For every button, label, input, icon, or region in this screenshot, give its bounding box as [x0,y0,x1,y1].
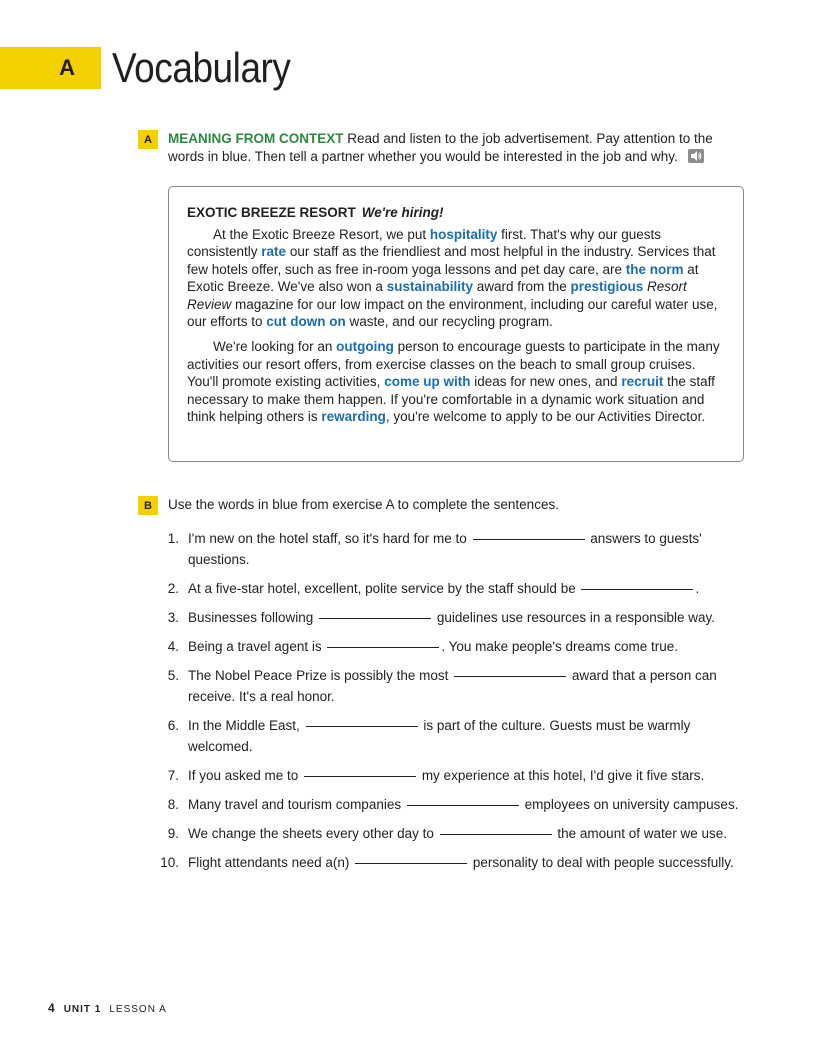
ad-text: , you're welcome to apply to be our Activities Director. [385,409,706,425]
ad-heading [187,205,725,220]
sentence-number: 5. [167,668,179,683]
exercise-a-text: Read and listen to the job advertisement. Pay attention to the words in blue. Then tell a partner whether you would be interested in the job and why. [168,131,713,164]
magazine-title: Resort Review [187,279,687,312]
sentence-item [155,852,755,873]
sentence-text-after: award that a person can receive. It's a real honor. [188,668,717,704]
vocab-word: come up with [384,374,471,390]
sentence-text-before: Being a travel agent is [188,639,326,654]
ad-text: We're looking for an [213,339,337,355]
vocab-word: outgoing [336,339,394,355]
sentence-text-before: Businesses following [188,610,318,625]
sentence-text-before: Flight attendants need a(n) [188,855,354,870]
sentence-number: 4. [167,639,179,654]
sentence-item [155,715,755,757]
job-advertisement-box [168,186,744,462]
ad-text: first. That's why our guests consistently [187,227,662,260]
sentence-item [155,665,755,707]
ad-paragraph-2 [187,338,725,425]
sentence-text-after: personality to deal with people successfully. [469,855,734,870]
vocab-word: rewarding [321,409,386,425]
sentence-item [155,528,755,570]
sentence-item [155,636,755,657]
vocab-word: cut down on [266,314,346,330]
sentence-list [155,528,755,881]
speaker-icon[interactable] [688,149,704,163]
sentence-text-before: I'm new on the hotel staff, so it's hard for me to [188,531,471,546]
sentence-number: 7. [167,768,179,783]
sentence-text-after: guidelines use resources in a responsible way. [433,610,715,625]
vocab-word: hospitality [429,227,498,242]
sentence-text-before: At a five-star hotel, excellent, polite service by the staff should be [188,581,580,596]
sentence-text-after: is part of the culture. Guests must be warmly welcomed. [188,718,691,754]
vocab-word: recruit [621,374,664,390]
ad-text: award from the [472,279,571,295]
sentence-number: 10. [160,855,179,870]
answer-blank[interactable] [454,676,566,677]
unit-label: UNIT 1 [63,1004,102,1015]
section-title: Vocabulary [112,44,291,91]
sentence-item [155,578,755,599]
vocab-word: prestigious [570,279,644,295]
sentence-text-after: . You make people's dreams come true. [441,639,679,654]
sentence-number: 6. [167,718,179,733]
vocab-word: rate [261,244,287,260]
sentence-text-before: We change the sheets every other day to [188,826,438,841]
sentence-text-after: answers to guests' questions. [188,531,702,567]
meaning-from-context-label: MEANING FROM CONTEXT [168,131,344,146]
sentence-item [155,794,755,815]
answer-blank[interactable] [327,647,439,648]
sentence-number: 1. [167,531,179,546]
sentence-item [155,823,755,844]
answer-blank[interactable] [581,589,693,590]
sentence-number: 2. [167,581,179,596]
sentence-number: 9. [167,826,179,841]
sentence-text-after: the amount of water we use. [553,826,728,841]
ad-text: person to encourage guests to participate in the many activities our resort offers, from exercise classes on the beach to small group cruises. You'll promote existing activities, [187,339,720,390]
ad-text: ideas for new ones, and [470,374,622,390]
ad-text: waste, and our recycling program. [345,314,553,330]
ad-text: our staff as the friendliest and most helpful in the industry. Services that few hotels offer, such as free in-room yoga lessons and pet day care, are [187,244,716,277]
answer-blank[interactable] [407,805,519,806]
ad-tagline: We're hiring! [361,205,444,220]
sentence-text-after: . [695,581,700,596]
ad-text: magazine for our low impact on the environment, including our careful water use, our efforts to [187,296,718,330]
lesson-label: LESSON A [109,1004,167,1015]
answer-blank[interactable] [306,726,418,727]
page-number: 4 [48,1001,56,1015]
page-footer [48,1001,167,1015]
section-letter-tab [0,47,101,89]
ad-text: At the Exotic Breeze Resort, we put [213,227,430,242]
sentence-text-before: If you asked me to [188,768,303,783]
ad-brand: EXOTIC BREEZE RESORT [187,205,356,220]
sentence-text-before: The Nobel Peace Prize is possibly the most [188,668,453,683]
sentence-item [155,765,755,786]
answer-blank[interactable] [319,618,431,619]
exercise-a-instruction [168,130,748,166]
vocab-word: sustainability [386,279,473,295]
sentence-text-before: In the Middle East, [188,718,304,733]
sentence-text-after: my experience at this hotel, I'd give it five stars. [418,768,705,783]
answer-blank[interactable] [304,776,416,777]
answer-blank[interactable] [355,863,467,864]
sentence-text-after: employees on university campuses. [520,797,739,812]
sentence-number: 8. [167,797,179,812]
ad-text: at Exotic Breeze. We've also won a [187,261,699,295]
exercise-b-badge: B [138,496,158,515]
ad-text: the staff necessary to make them happen. If you're comfortable in a dynamic work situation and think helping others is [187,374,715,425]
sentence-text-before: Many travel and tourism companies [188,797,405,812]
answer-blank[interactable] [440,834,552,835]
sentence-item [155,607,755,628]
section-letter: A [59,55,75,80]
ad-paragraph-1 [187,226,725,330]
exercise-a-badge: A [138,130,158,149]
vocab-word: the norm [625,261,684,277]
answer-blank[interactable] [473,539,585,540]
sentence-number: 3. [167,610,179,625]
exercise-b-instruction: Use the words in blue from exercise A to complete the sentences. [168,497,559,512]
